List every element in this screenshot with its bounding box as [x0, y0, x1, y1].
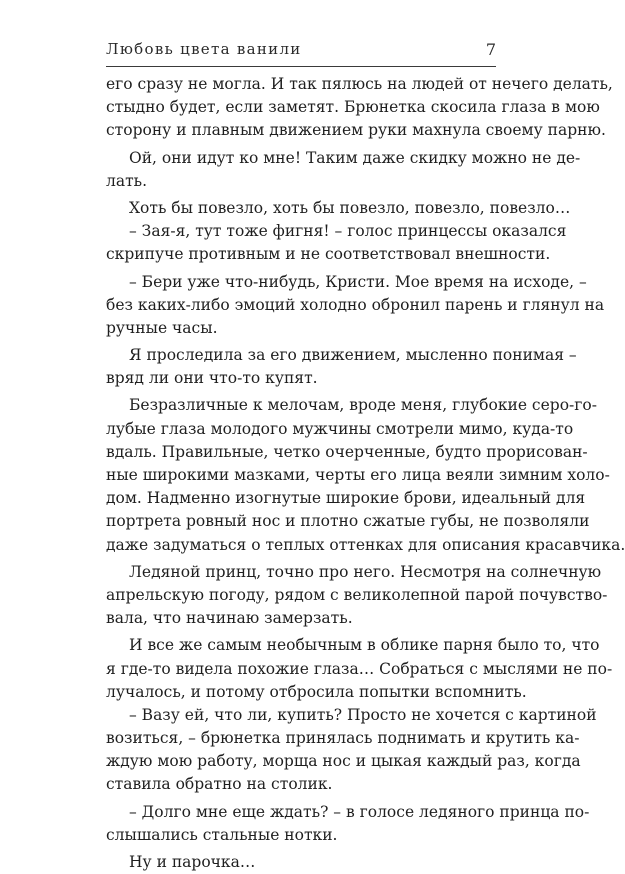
text-line: – Долго мне еще ждать? – в голосе ледяного принца по-: [129, 802, 590, 821]
text-line: лать.: [106, 171, 148, 190]
running-head: [106, 40, 496, 62]
text-line: Хоть бы повезло, хоть бы повезло, повезло, повезло…: [129, 198, 571, 217]
text-line: вала, что начинаю замерзать.: [106, 609, 353, 628]
text-line: – Бери уже что-нибудь, Кристи. Мое время на исходе, –: [129, 272, 587, 291]
text-line: Ледяной принц, точно про него. Несмотря на солнечную: [129, 562, 602, 581]
text-line: ные широкими мазками, черты его лица веяли зимним холо-: [106, 466, 610, 484]
body-text: [106, 73, 625, 874]
text-line: его сразу не могла. И так пялюсь на людей от нечего делать,: [106, 75, 613, 93]
text-line: стыдно будет, если заметят. Брюнетка скосила глаза в мою: [106, 98, 600, 117]
header-rule: [106, 66, 496, 67]
text-line: Ой, они идут ко мне! Таким даже скидку можно не де-: [129, 148, 581, 167]
text-line: ручные часы.: [106, 318, 218, 337]
text-line: лучалось, и потому отбросила попытки вспомнить.: [106, 682, 527, 701]
text-line: Безразличные к мелочам, вроде меня, глубокие серо-го-: [129, 396, 597, 415]
text-line: И все же самым необычным в облике парня было то, что: [129, 636, 600, 655]
text-line: ждую мою работу, морща нос и цыкая каждый раз, когда: [106, 752, 581, 771]
text-line: портрета ровный нос и плотно сжатые губы, не позволяли: [106, 512, 590, 531]
text-line: сторону и плавным движением руки махнула своему парню.: [106, 121, 606, 140]
text-line: апрельскую погоду, рядом с великолепной парой почувство-: [106, 585, 608, 604]
text-line: лубые глаза молодого мужчины смотрели мимо, куда-то: [106, 419, 574, 438]
page-number: 7: [485, 40, 496, 59]
text-line: – Вазу ей, что ли, купить? Просто не хочется с картиной: [129, 705, 597, 724]
text-line: вдаль. Правильные, четко очерченные, будто прорисован-: [106, 442, 588, 461]
text-line: ставила обратно на столик.: [106, 775, 333, 794]
text-line: Ну и парочка…: [129, 853, 256, 871]
text-line: даже задуматься о теплых оттенках для описания красавчика.: [106, 535, 625, 554]
text-line: возиться, – брюнетка принялась поднимать и крутить ка-: [106, 729, 580, 748]
text-line: без каких-либо эмоций холодно обронил парень и глянул на: [106, 295, 605, 314]
text-line: я где-то видела похожие глаза… Собраться с мыслями не по-: [106, 659, 613, 678]
text-line: слышались стальные нотки.: [106, 825, 338, 844]
book-title: Любовь цвета ванили: [106, 40, 302, 58]
text-line: скрипуче противным и не соответствовал внешности.: [106, 245, 551, 264]
text-line: дом. Надменно изогнутые широкие брови, идеальный для: [106, 489, 586, 508]
text-line: Я проследила за его движением, мысленно понимая –: [129, 346, 577, 365]
text-line: вряд ли они что-то купят.: [106, 369, 318, 388]
text-line: – Зая-я, тут тоже фигня! – голос принцессы оказался: [129, 222, 567, 241]
